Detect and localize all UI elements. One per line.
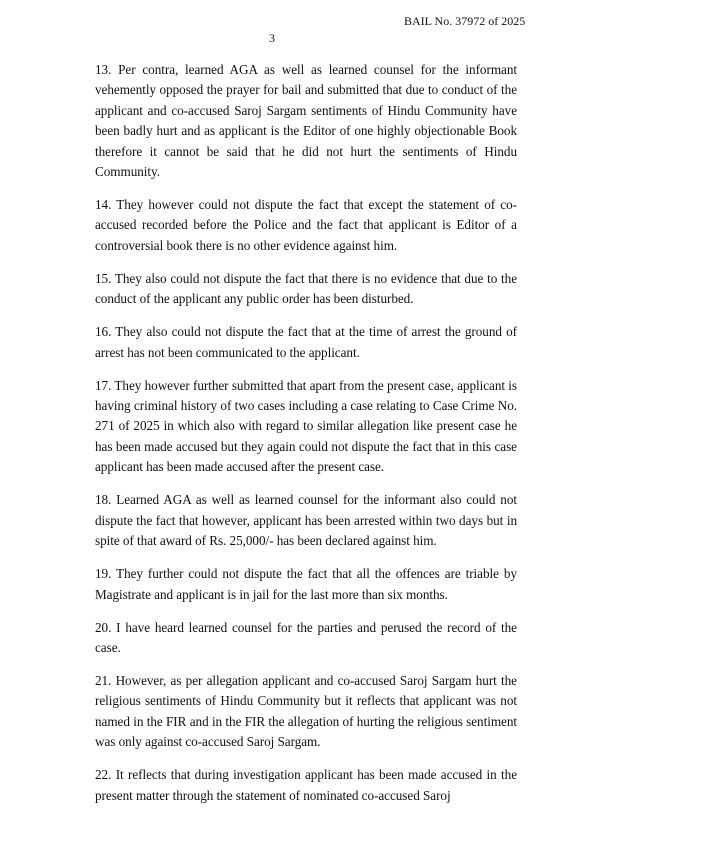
paragraph-19: 19. They further could not dispute the fact that all the offences are triable by Magistrate and applicant is in jail for the last more than six months. xyxy=(95,566,517,602)
paragraph-22: 22. It reflects that during investigation applicant has been made accused in the present matter through the statement of nominated co-accused Saroj xyxy=(95,767,517,803)
paragraph-14: 14. They however could not dispute the fact that except the statement of co-accused recorded before the Police and the fact that applicant is Editor of a controversial book there is no other evidence against him. xyxy=(95,197,517,253)
document-body xyxy=(95,60,517,819)
paragraph-13: 13. Per contra, learned AGA as well as learned counsel for the informant vehemently opposed the prayer for bail and submitted that due to conduct of the applicant and co-accused Saroj Sargam sentiments of Hindu Community have been badly hurt and as applicant is the Editor of one highly objectionable Book therefore it cannot be said that he did not hurt the sentiments of Hindu Community. xyxy=(95,62,517,180)
paragraph-15: 15. They also could not dispute the fact that there is no evidence that due to the conduct of the applicant any public order has been disturbed. xyxy=(95,270,517,307)
paragraph-18: 18. Learned AGA as well as learned counsel for the informant also could not dispute the fact that however, applicant has been arrested within two days but in spite of that award of Rs. 25,000/- has been declared against him. xyxy=(95,492,517,549)
paragraph-16: 16. They also could not dispute the fact that at the time of arrest the ground of arrest has not been communicated to the applicant. xyxy=(95,324,517,360)
page-number: 3 xyxy=(269,31,275,45)
case-number: BAIL No. 37972 of 2025 xyxy=(404,14,526,28)
paragraph-17: 17. They however further submitted that apart from the present case, applicant is having criminal history of two cases including a case relating to Case Crime No. 271 of 2025 in which also with regard to similar allegation like present case he has been made accused but they again could not dispute the fact that in this case applicant has been made accused after the present case. xyxy=(95,377,517,475)
paragraph-21: 21. However, as per allegation applicant and co-accused Saroj Sargam hurt the religious sentiments of Hindu Community but it reflects that applicant was not named in the FIR and in the FIR the allegation of hurting the religious sentiment was only against co-accused Saroj Sargam. xyxy=(95,672,517,750)
paragraph-20: 20. I have heard learned counsel for the parties and perused the record of the case. xyxy=(95,619,517,655)
